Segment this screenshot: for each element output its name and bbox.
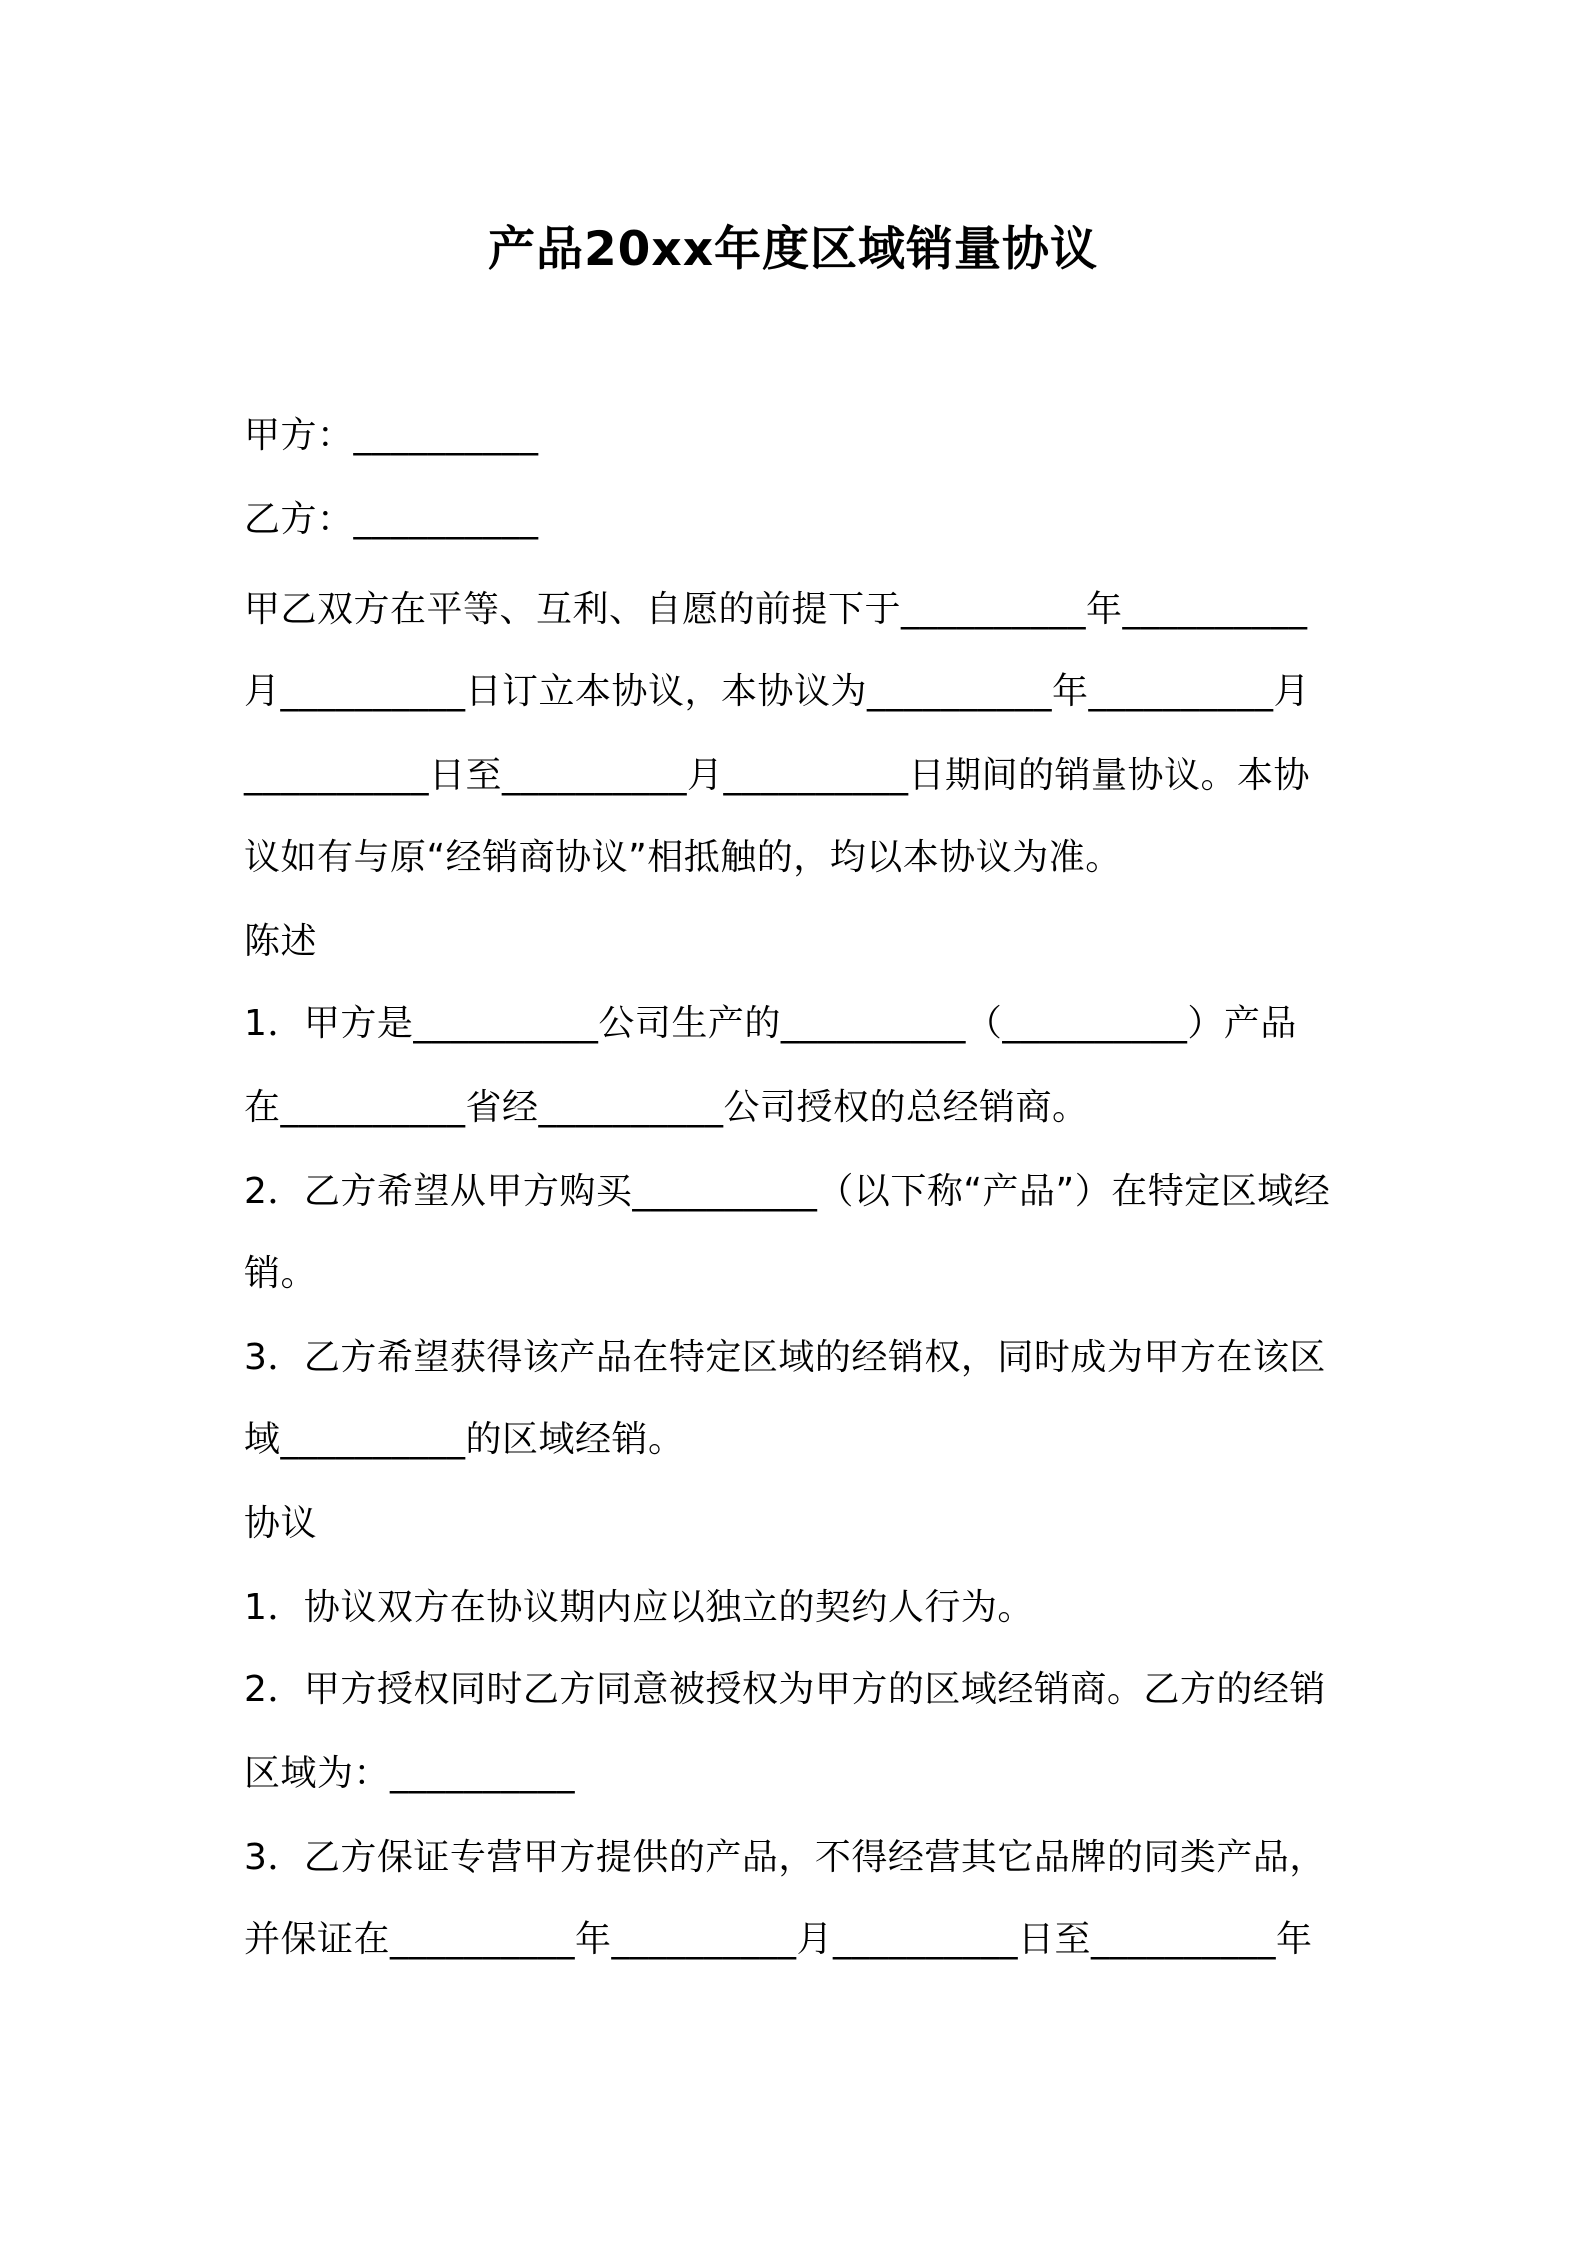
- statement-3-line-1: 3．乙方希望获得该产品在特定区域的经销权，同时成为甲方在该区: [244, 1337, 1326, 1378]
- intro-line-4: 议如有与原“经销商协议”相抵触的，均以本协议为准。: [244, 837, 1122, 878]
- party-b-line: 乙方：__________: [244, 499, 539, 540]
- statement-2-line-1: 2．乙方希望从甲方购买__________（以下称“产品”）在特定区域经: [244, 1171, 1331, 1212]
- statement-1-line-1: 1．甲方是__________公司生产的__________（__________）产品: [244, 1003, 1297, 1044]
- intro-line-1: 甲乙双方在平等、互利、自愿的前提下于__________年__________: [244, 589, 1308, 630]
- section-heading-agreement: 协议: [244, 1503, 318, 1544]
- agreement-3-line-1: 3．乙方保证专营甲方提供的产品，不得经营其它品牌的同类产品，: [244, 1837, 1326, 1878]
- agreement-2-line-1: 2．甲方授权同时乙方同意被授权为甲方的区域经销商。乙方的经销: [244, 1669, 1326, 1710]
- intro-line-2: 月__________日订立本协议，本协议为__________年__________月: [244, 671, 1311, 712]
- party-a-line: 甲方：__________: [244, 415, 539, 456]
- intro-line-3: __________日至__________月__________日期间的销量协议。本协: [244, 755, 1311, 796]
- document-title: 产品20xx年度区域销量协议: [487, 222, 1099, 277]
- agreement-2-line-2: 区域为：__________: [244, 1753, 576, 1794]
- statement-1-line-2: 在__________省经__________公司授权的总经销商。: [244, 1087, 1089, 1128]
- agreement-3-line-2: 并保证在__________年__________月__________日至__________年: [244, 1919, 1313, 1960]
- statement-2-line-2: 销。: [244, 1253, 318, 1294]
- agreement-1-line-1: 1．协议双方在协议期内应以独立的契约人行为。: [244, 1587, 1034, 1628]
- section-heading-statement: 陈述: [244, 921, 318, 962]
- statement-3-line-2: 域__________的区域经销。: [244, 1419, 685, 1460]
